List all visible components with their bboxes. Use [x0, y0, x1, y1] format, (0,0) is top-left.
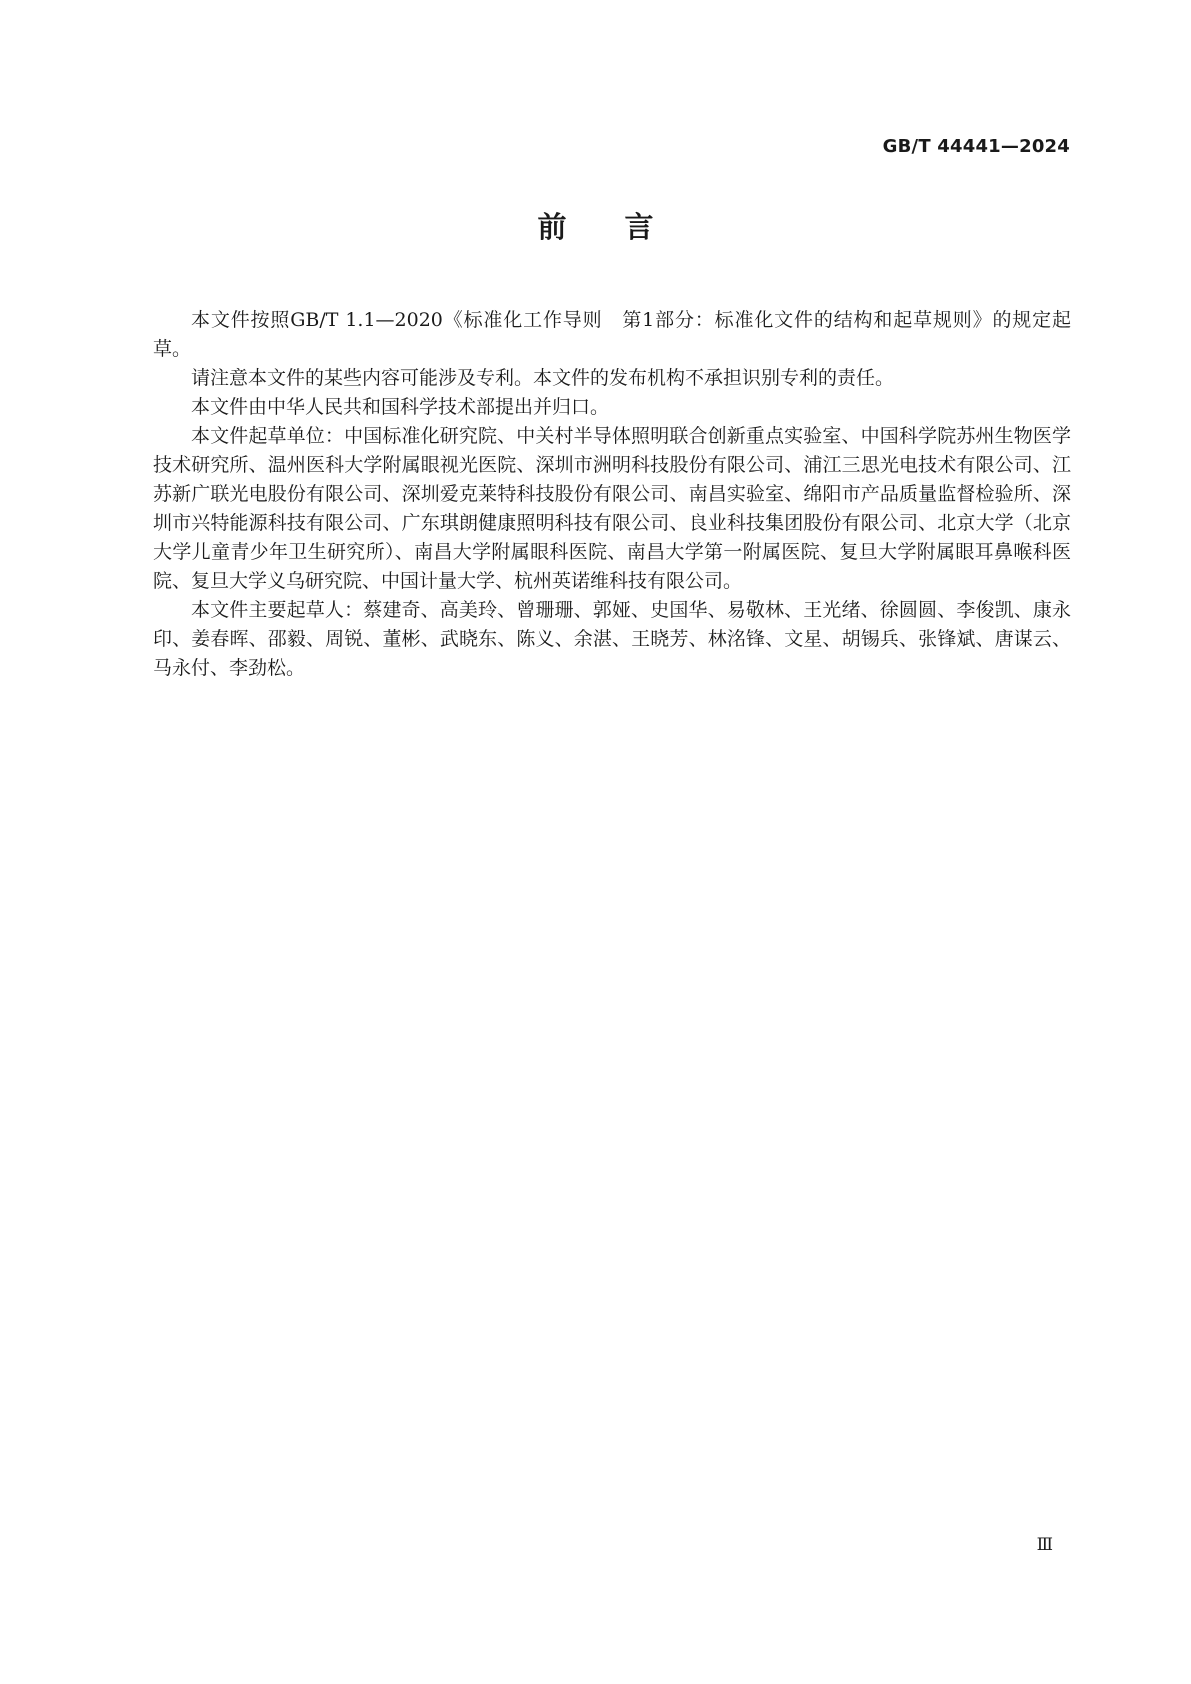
paragraph-proposer: 本文件由中华人民共和国科学技术部提出并归口。 — [191, 396, 610, 418]
page-title: 前言 — [537, 210, 712, 244]
page-number: Ⅲ — [1036, 1535, 1053, 1555]
paragraph-drafting-rules: 本文件按照GB/T 1.1—2020《标准化工作导则 第1部分：标准化文件的结构和起草规则》的规定起草。 — [153, 309, 1071, 360]
paragraph-patent-notice: 请注意本文件的某些内容可能涉及专利。本文件的发布机构不承担识别专利的责任。 — [191, 367, 895, 389]
standard-number: GB/T 44441—2024 — [882, 136, 1070, 157]
paragraph-drafters: 本文件主要起草人：蔡建奇、高美玲、曾珊珊、郭娅、史国华、易敬林、王光绪、徐圆圆、李俊凯、康永印、姜春晖、邵毅、周锐、董彬、武晓东、陈义、余湛、王晓芳、林洺锋、文星、胡锡兵、张锋斌、唐谋云、马永付、李劲松。 — [153, 599, 1071, 679]
paragraph-drafting-units: 本文件起草单位：中国标准化研究院、中关村半导体照明联合创新重点实验室、中国科学院苏州生物医学技术研究所、温州医科大学附属眼视光医院、深圳市洲明科技股份有限公司、浦江三思光电技术有限公司、江苏新广联光电股份有限公司、深圳爱克莱特科技股份有限公司、南昌实验室、绵阳市产品质量监督检验所、深圳市兴特能源科技有限公司、广东琪朗健康照明科技有限公司、良业科技集团股份有限公司、北京大学（北京大学儿童青少年卫生研究所）、南昌大学附属眼科医院、南昌大学第一附属医院、复旦大学附属眼耳鼻喉科医院、复旦大学义乌研究院、中国计量大学、杭州英诺维科技有限公司。 — [153, 425, 1071, 592]
preface-body — [153, 306, 1071, 683]
